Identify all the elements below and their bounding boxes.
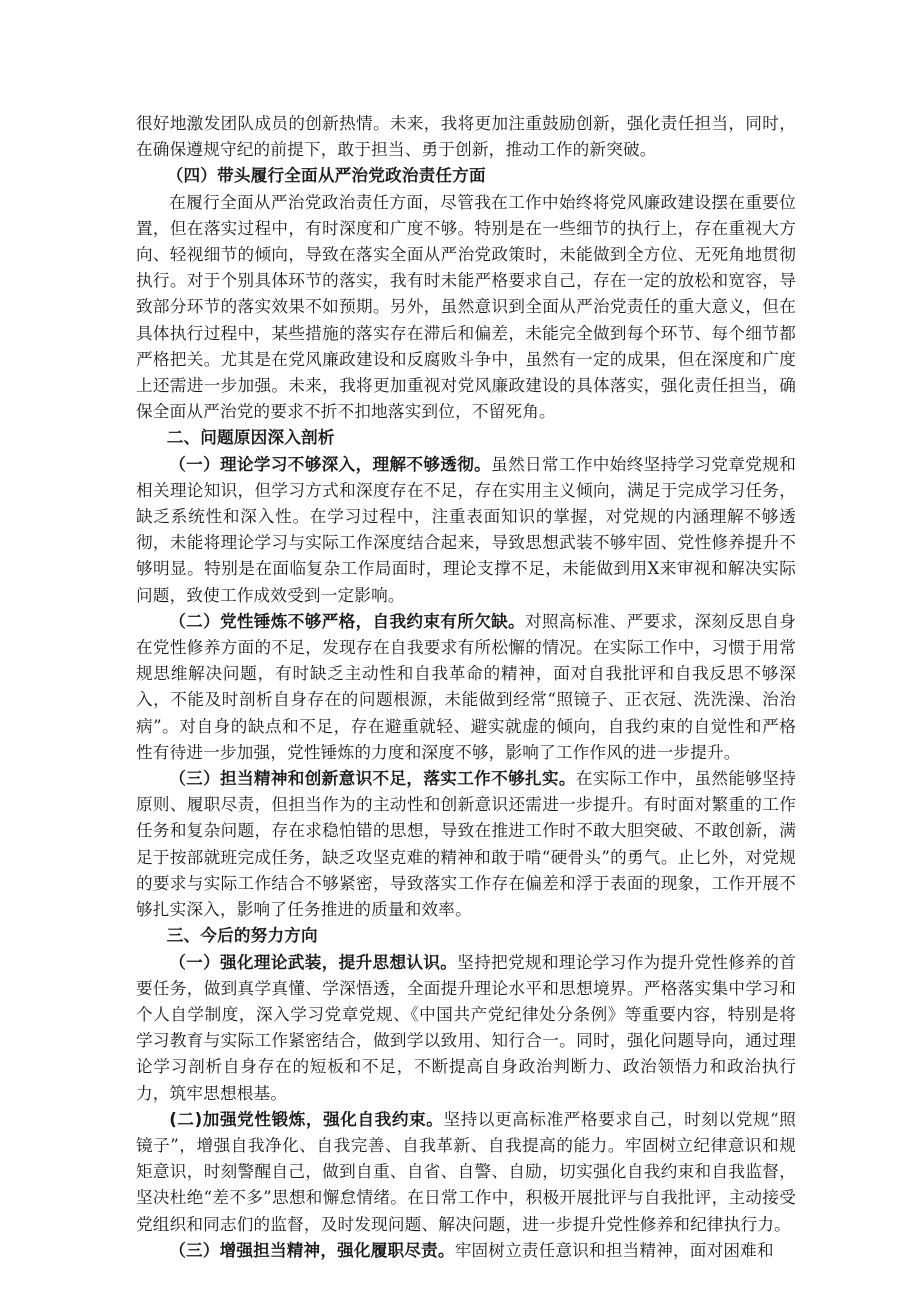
section-2-item-1-body: 虽然日常工作中始终坚持学习党章党规和相关理论知识，但学习方式和深度存在不足，存在实用主义倾向，满足于完成学习任务，缺乏系统性和深入性。在学习过程中，注重表面知识的掌握，对党规的内涵理解不够透彻，未能将理论学习与实际工作深度结合起来，导致思想武装不够牢固、党性修养提升不够明显。特别是在面临复杂工作局面时，理论支撑不足，未能做到用X来审视和解决实际问题，致使工作成效受到一定影响。	[136, 454, 796, 605]
section-2-item-3-body: 在实际工作中，虽然能够坚持原则、履职尽责，但担当作为的主动性和创新意识还需进一步提升。有时面对繁重的工作任务和复杂问题，存在求稳怕错的思想，导致在推进工作时不敢大胆突破、不敢创新，满足于按部就班完成任务，缺乏攻坚克难的精神和敢于啃“硬骨头”的勇气。止匕外，对党规的要求与实际工作结合不够紧密，导致落实工作存在偏差和浮于表面的现象，工作开展不够扎实深入，影响了任务推进的质量和效率。	[136, 769, 796, 920]
section-2-item-3-lead: （三）担当精神和创新意识不足，落实工作不够扎实。	[169, 769, 576, 789]
section-3-item-3	[136, 1238, 796, 1264]
section-3-item-2-body: 坚持以更高标准严格要求自己，时刻以党规“照镜子”，增强自我净化、自我完善、自我革新、自我提高的能力。牢固树立纪律意识和规矩意识，时刻警醒自己，做到自重、自省、自警、自励，切实强化自我约束和自我监督，坚决杜绝“差不多”思想和懈怠情绪。在日常工作中，积极开展批评与自我批评，主动接受党组织和同志们的监督，及时发现问题、解决问题，进一步提升党性修养和纪律执行力。	[136, 1109, 796, 1234]
section-3-item-1-lead: （一）强化理论武装，提升思想认识。	[169, 952, 458, 972]
section-3-item-3-lead: （三）增强担当精神，强化履职尽责。	[169, 1240, 455, 1260]
section-2-item-1-lead: （一）理论学习不够深入，理解不够透彻。	[169, 454, 492, 474]
section-3-item-2-lead: (二)加强党性锻炼，强化自我约束。	[169, 1109, 444, 1129]
section-2-item-2-lead: （二）党性锤炼不够严格，自我约束有所欠缺。	[169, 611, 526, 631]
section-3-item-1	[136, 950, 796, 1107]
section-2-item-1	[136, 452, 796, 609]
section-2-item-3	[136, 766, 796, 923]
document-page	[136, 111, 796, 1264]
section-3-item-1-body: 坚持把党规和理论学习作为提升党性修养的首要任务，做到真学真懂、学深悟透，全面提升理论水平和思想境界。严格落实集中学习和个人自学制度，深入学习党章党规、《中国共产党纪律处分条例》等重要内容，特别是将学习教育与实际工作紧密结合，做到学以致用、知行合一。同时，强化问题导向，通过理论学习剖析自身存在的短板和不足，不断提高自身政治判断力、政治领悟力和政治执行力，筑牢思想根基。	[136, 952, 796, 1103]
section-3-item-3-body: 牢固树立责任意识和担当精神，面对困难和	[454, 1240, 774, 1260]
section-heading-1-4: （四）带头履行全面从严治党政治责任方面	[166, 166, 486, 186]
section-2-item-2	[136, 609, 796, 766]
section-3-item-2	[136, 1107, 796, 1238]
section-heading-3: 三、今后的努力方向	[166, 926, 318, 946]
section-1-4-body: 在履行全面从严治党政治责任方面，尽管我在工作中始终将党风廉政建设摆在重要位置，但在落实过程中，有时深度和广度不够。特别是在一些细节的执行上，存在重视大方向、轻视细节的倾向，导致在落实全面从严治党政策时，未能做到全方位、无死角地贯彻执行。对于个别具体环节的落实，我有时未能严格要求自己，存在一定的放松和宽容，导致部分环节的落实效果不如预期。另外，虽然意识到全面从严治党责任的重大意义，但在具体执行过程中，某些措施的落实存在滞后和偏差，未能完全做到每个环节、每个细节都严格把关。尤其是在党风廉政建设和反腐败斗争中，虽然有一定的成果，但在深度和广度上还需进一步加强。未来，我将更加重视对党风廉政建设的具体落实，强化责任担当，确保全面从严治党的要求不折不扣地落实到位，不留死角。	[136, 192, 796, 422]
continuation-paragraph: 很好地激发团队成员的创新热情。未来，我将更加注重鼓励创新，强化责任担当，同时，在确保遵规守纪的前提下，敢于担当、勇于创新，推动工作的新突破。	[136, 114, 796, 160]
section-heading-2: 二、问题原因深入剖析	[166, 428, 335, 448]
section-2-item-2-body: 对照高标准、严要求，深刻反思自身在党性修养方面的不足，发现存在自我要求有所松懈的情况。在实际工作中，习惯于用常规思维解决问题，有时缺乏主动性和自我革命的精神，面对自我批评和自我反思不够深入，不能及时剖析自身存在的问题根源，未能做到经常“照镜子、正衣冠、洗洗澡、治治病”。对自身的缺点和不足，存在避重就轻、避实就虚的倾向，自我约束的自觉性和严格性有待进一步加强，党性锤炼的力度和深度不够，影响了工作作风的进一步提升。	[136, 611, 796, 762]
